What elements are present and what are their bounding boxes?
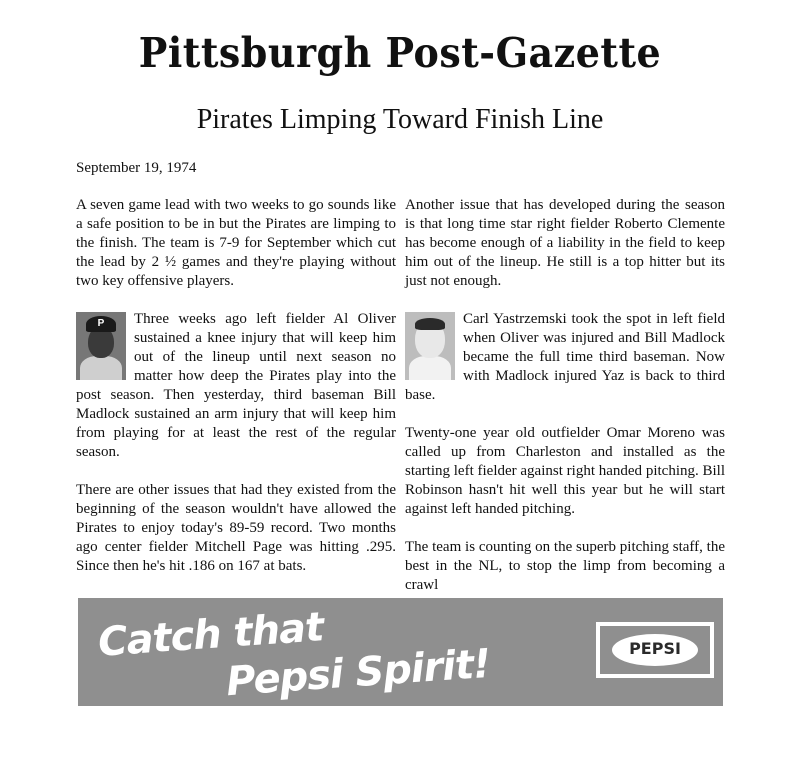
dateline: September 19, 1974: [76, 160, 197, 176]
photo-hair: [415, 318, 445, 330]
al-oliver-photo: [76, 312, 126, 380]
pepsi-advertisement: [78, 598, 723, 706]
masthead: Pittsburgh Post-Gazette: [138, 28, 662, 77]
pirates-cap-icon: P: [86, 316, 116, 332]
right-paragraph-1: Another issue that has developed during the season is that long time star right fielder Roberto Clemente has become enough of a liability in the field to keep him out of the lineup. He still is a top hitter but its just not enough.: [405, 197, 725, 289]
pepsi-logo-text: PEPSI: [629, 639, 681, 658]
pepsi-logo-icon: [596, 622, 714, 678]
ad-slogan-line-2: Pepsi Spirit!: [224, 640, 492, 706]
right-paragraph-2: [405, 310, 725, 405]
ad-slogan-line-1: Catch that: [96, 604, 325, 666]
headline: Pirates Limping Toward Finish Line: [196, 104, 604, 135]
right-paragraph-2-text: Carl Yastrzemski took the spot in left field when Oliver was injured and Bill Madlock became the full time third baseman. Now with Madlock injured Yaz is back to third base.: [405, 311, 725, 403]
left-paragraph-2: [76, 310, 396, 462]
left-paragraph-2-text: Three weeks ago left fielder Al Oliver sustained a knee injury that will keep him out of the lineup until next season no matter how deep the Pirates play into the post season. Then yesterday, third baseman Bill Madlock sustained an arm injury that will keep him from playing for at least the rest of the regular season.: [76, 311, 396, 460]
carl-yastrzemski-photo: [405, 312, 455, 380]
photo-body: [409, 356, 451, 380]
right-paragraph-4: The team is counting on the superb pitching staff, the best in the NL, to stop the limp from becoming a crawl: [405, 539, 725, 593]
right-paragraph-3: Twenty-one year old outfielder Omar Moreno was called up from Charleston and installed as the starting left fielder against right handed pitching. Bill Robinson hasn't hit well this year but he will start against left handed pitching.: [405, 425, 725, 517]
right-column: [405, 196, 725, 614]
photo-body: [80, 356, 122, 380]
left-paragraph-3: There are other issues that had they existed from the beginning of the season wouldn't have allowed the Pirates to enjoy today's 89-59 record. Two months ago center fielder Mitchell Page was hitting .295. Since then he's hit .186 on 167 at bats.: [76, 482, 396, 574]
left-paragraph-1: A seven game lead with two weeks to go sounds like a safe position to be in but the Pirates are limping to the finish. The team is 7-9 for September which cut the lead by 2 ½ games and they're playing without two key offensive players.: [76, 197, 396, 289]
left-column: [76, 196, 396, 595]
